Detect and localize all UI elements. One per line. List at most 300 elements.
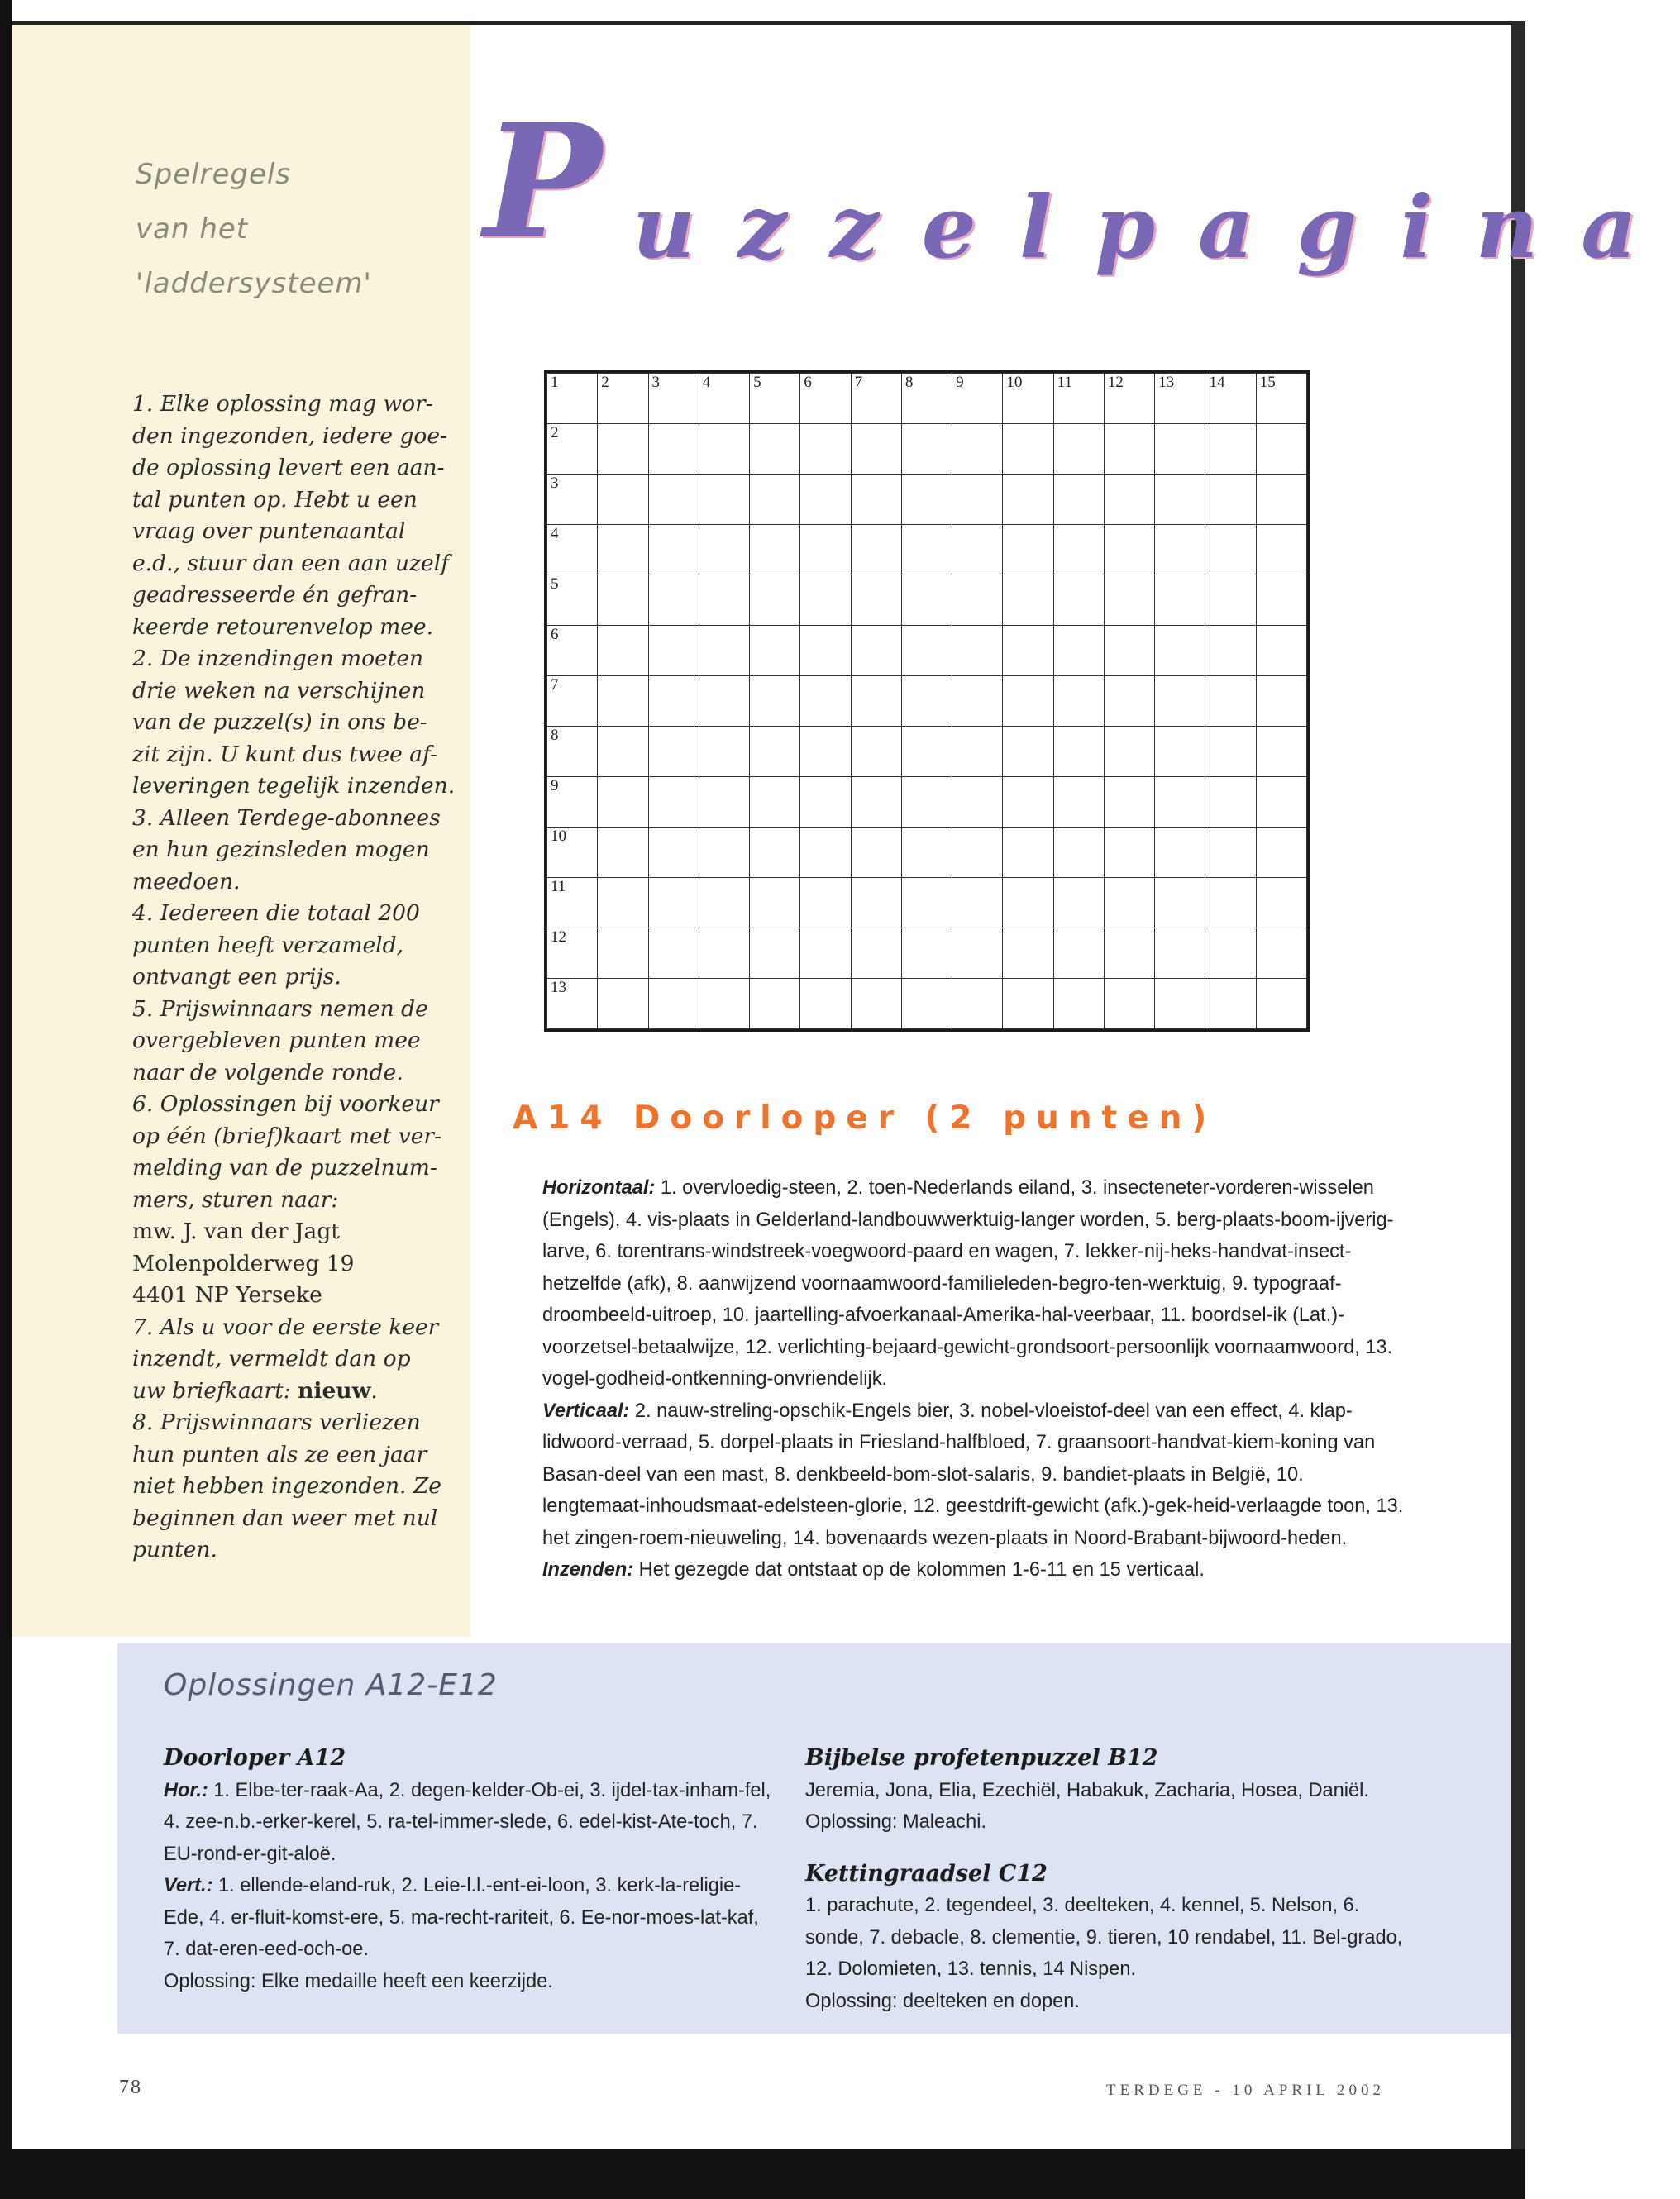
grid-cell[interactable]: [750, 777, 800, 828]
grid-cell[interactable]: [648, 928, 699, 979]
grid-row: [547, 878, 1307, 928]
grid-cell[interactable]: [952, 424, 1003, 475]
grid-cell[interactable]: [1256, 626, 1306, 676]
rule7-end: .: [370, 1377, 378, 1404]
grid-cell[interactable]: [648, 475, 699, 525]
rule-line: beginnen dan weer met nul: [132, 1505, 438, 1531]
grid-cell[interactable]: [750, 727, 800, 777]
grid-cell[interactable]: [1256, 979, 1306, 1029]
grid-cell[interactable]: [1155, 525, 1205, 575]
rule-line: 4. Iedereen die totaal 200: [132, 900, 420, 926]
ketting-text: 1. parachute, 2. tegendeel, 3. deelteken, 4. kennel, 5. Nelson, 6. sonde, 7. debacle, 8. clementie, 9. tieren, 10 rendabel, 11. Bel-grado, 12. Dolomieten, 13. tennis, 14 Nispen.: [805, 1895, 1403, 1980]
grid-cell[interactable]: [699, 475, 749, 525]
grid-cell[interactable]: [699, 424, 749, 475]
footer-publication: TERDEGE - 10 APRIL 2002: [1106, 2082, 1386, 2099]
grid-cell[interactable]: [851, 878, 901, 928]
grid-cell[interactable]: [901, 828, 952, 878]
crossword-grid: [544, 370, 1310, 1032]
grid-cell[interactable]: [800, 424, 851, 475]
grid-cell[interactable]: [1205, 525, 1256, 575]
grid-cell[interactable]: [699, 575, 749, 626]
grid-cell[interactable]: [648, 525, 699, 575]
grid-cell[interactable]: [1003, 979, 1053, 1029]
grid-cell[interactable]: [547, 979, 598, 1029]
grid-cell[interactable]: [1256, 676, 1306, 727]
grid-cell[interactable]: [648, 374, 699, 424]
grid-cell[interactable]: [1155, 777, 1205, 828]
grid-cell[interactable]: [598, 424, 648, 475]
grid-cell[interactable]: [699, 979, 749, 1029]
grid-cell[interactable]: [851, 374, 901, 424]
grid-cell[interactable]: [598, 626, 648, 676]
grid-cell[interactable]: [1205, 575, 1256, 626]
grid-cell[interactable]: [851, 575, 901, 626]
sidebar-title-line: van het: [136, 212, 249, 246]
grid-cell[interactable]: [1256, 475, 1306, 525]
grid-cell[interactable]: [1053, 727, 1104, 777]
grid-cell-number: 11: [1057, 374, 1072, 391]
grid-cell[interactable]: [750, 575, 800, 626]
grid-cell[interactable]: [699, 928, 749, 979]
grid-cell[interactable]: [547, 878, 598, 928]
grid-row: [547, 828, 1307, 878]
grid-cell[interactable]: [547, 676, 598, 727]
doorloper-horizontal: [164, 1775, 776, 1871]
grid-cell[interactable]: [648, 727, 699, 777]
grid-cell-number: 8: [904, 374, 914, 391]
solutions-title: Oplossingen A12-E12: [164, 1668, 498, 1702]
grid-cell[interactable]: [1155, 676, 1205, 727]
grid-cell[interactable]: [1155, 475, 1205, 525]
grid-cell[interactable]: [1256, 727, 1306, 777]
grid-cell[interactable]: [952, 676, 1003, 727]
grid-cell-number: 4: [551, 525, 559, 542]
grid-cell[interactable]: [952, 777, 1003, 828]
grid-cell[interactable]: [1104, 777, 1154, 828]
rule-line: 5. Prijswinnaars nemen de: [132, 995, 428, 1022]
grid-cell[interactable]: [851, 424, 901, 475]
grid-row: [547, 374, 1307, 424]
grid-cell[interactable]: [547, 626, 598, 676]
grid-cell[interactable]: [1205, 374, 1256, 424]
grid-cell[interactable]: [1053, 777, 1104, 828]
grid-cell[interactable]: [1003, 525, 1053, 575]
grid-cell[interactable]: [800, 676, 851, 727]
grid-cell[interactable]: [901, 424, 952, 475]
rule-line: ontvangt een prijs.: [132, 964, 341, 990]
grid-cell-number: 15: [1259, 374, 1276, 391]
grid-cell[interactable]: [1256, 828, 1306, 878]
grid-cell[interactable]: [598, 575, 648, 626]
rule-line: mers, sturen naar:: [132, 1186, 339, 1213]
grid-cell-number: 14: [1209, 374, 1225, 391]
rule-line: naar de volgende ronde.: [132, 1059, 403, 1085]
rule-line: zit zijn. U kunt dus twee af-: [132, 741, 437, 767]
grid-cell-number: 2: [551, 424, 559, 441]
grid-cell[interactable]: [800, 525, 851, 575]
grid-cell[interactable]: [1205, 727, 1256, 777]
grid-cell[interactable]: [750, 979, 800, 1029]
grid-cell[interactable]: [1053, 676, 1104, 727]
grid-cell[interactable]: [648, 878, 699, 928]
grid-cell[interactable]: [1003, 424, 1053, 475]
grid-cell[interactable]: [952, 979, 1003, 1029]
grid-cell[interactable]: [1256, 928, 1306, 979]
grid-cell[interactable]: [952, 525, 1003, 575]
grid-cell-number: 1: [551, 374, 559, 391]
profeten-heading: Bijbelse profetenpuzzel B12: [805, 1745, 1158, 1771]
grid-cell[interactable]: [1104, 676, 1154, 727]
grid-cell[interactable]: [699, 626, 749, 676]
rule-line: van de puzzel(s) in ons be-: [132, 709, 427, 735]
grid-cell[interactable]: [1053, 828, 1104, 878]
grid-cell-number: 10: [1006, 374, 1023, 391]
horizontal-clues: [542, 1172, 1410, 1395]
grid-cell[interactable]: [648, 979, 699, 1029]
grid-cell[interactable]: [1104, 525, 1154, 575]
grid-cell[interactable]: [1104, 374, 1154, 424]
grid-cell[interactable]: [800, 828, 851, 878]
grid-cell[interactable]: [1003, 727, 1053, 777]
grid-cell[interactable]: [547, 777, 598, 828]
clues-block: [542, 1172, 1410, 1586]
grid-cell[interactable]: [901, 979, 952, 1029]
grid-cell[interactable]: [851, 727, 901, 777]
grid-cell[interactable]: [851, 777, 901, 828]
submit-label: Inzenden:: [542, 1559, 634, 1581]
grid-cell[interactable]: [1003, 878, 1053, 928]
rule-line: vraag over puntenaantal: [132, 518, 406, 544]
grid-row: [547, 676, 1307, 727]
grid-cell-number: 6: [804, 374, 812, 391]
solutions-box: [117, 1643, 1511, 2034]
grid-cell[interactable]: [1205, 878, 1256, 928]
rule-line: punten heeft verzameld,: [132, 932, 403, 958]
grid-cell[interactable]: [1256, 575, 1306, 626]
rule-line: drie weken na verschijnen: [132, 677, 426, 704]
solutions-right-column: [805, 1743, 1417, 2017]
grid-cell[interactable]: [952, 475, 1003, 525]
page-title-initial: P: [484, 89, 602, 274]
doorloper-vertical: [164, 1870, 776, 1966]
grid-cell[interactable]: [598, 878, 648, 928]
grid-cell[interactable]: [1053, 525, 1104, 575]
grid-cell[interactable]: [1104, 475, 1154, 525]
grid-cell[interactable]: [1205, 777, 1256, 828]
grid-cell[interactable]: [1256, 777, 1306, 828]
rule-line: den ingezonden, iedere goe-: [132, 422, 448, 449]
doorloper-hor-label: Hor.:: [164, 1779, 208, 1801]
grid-cell-number: 10: [551, 828, 566, 845]
grid-cell[interactable]: [547, 727, 598, 777]
grid-cell[interactable]: [1155, 979, 1205, 1029]
grid-cell-number: 13: [551, 979, 566, 996]
rule-line: 3. Alleen Terdege-abonnees: [132, 804, 441, 831]
grid-cell[interactable]: [851, 828, 901, 878]
grid-cell[interactable]: [1053, 928, 1104, 979]
grid-cell[interactable]: [851, 979, 901, 1029]
grid-cell[interactable]: [547, 424, 598, 475]
grid-cell[interactable]: [1003, 928, 1053, 979]
grid-cell[interactable]: [1256, 525, 1306, 575]
grid-cell-number: 13: [1158, 374, 1175, 391]
grid-cell[interactable]: [1104, 979, 1154, 1029]
grid-cell[interactable]: [648, 626, 699, 676]
ketting-solution: Oplossing: deelteken en dopen.: [805, 1990, 1080, 2012]
rule-line: geadresseerde én gefran-: [132, 582, 418, 608]
grid-cell[interactable]: [901, 727, 952, 777]
rule-line: tal punten op. Hebt u een: [132, 486, 418, 513]
grid-cell-number: 5: [551, 575, 559, 593]
rule-line: e.d., stuur dan een aan uzelf: [132, 550, 450, 576]
grid-cell[interactable]: [699, 676, 749, 727]
grid-cell[interactable]: [800, 777, 851, 828]
rule7-keyword: nieuw: [298, 1377, 371, 1404]
grid-cell[interactable]: [1003, 626, 1053, 676]
vertical-clues: [542, 1395, 1410, 1555]
grid-cell[interactable]: [1205, 828, 1256, 878]
grid-cell[interactable]: [699, 828, 749, 878]
address-line: mw. J. van der Jagt: [132, 1219, 340, 1244]
grid-cell[interactable]: [800, 575, 851, 626]
grid-cell[interactable]: [1053, 575, 1104, 626]
grid-cell[interactable]: [1155, 626, 1205, 676]
vertical-text: 2. nauw-streling-opschik-Engels bier, 3. nobel-vloeistof-deel van een effect, 4. klap-lidwoord-verraad, 5. dorpel-plaats in Friesland-halfbloed, 7. graansoort-handvat-kiem-koning van Basan-deel van een mast, 8. denkbeeld-bom-slot-salaris, 9. bandiet-plaats in België, 10. lengtemaat-inhoudsmaat-edelsteen-glorie, 12. geestdrift-gewicht (afk.)-gek-heid-verlaagde toon, 13. het zingen-roem-nieuweling, 14. bovenaards wezen-plaats in Noord-Brabant-bijwoord-heden.: [542, 1400, 1404, 1549]
grid-cell[interactable]: [598, 777, 648, 828]
grid-cell[interactable]: [851, 475, 901, 525]
rule-line: niet hebben ingezonden. Ze: [132, 1473, 441, 1499]
grid-cell[interactable]: [648, 676, 699, 727]
grid-cell-number: 3: [551, 475, 559, 492]
grid-cell[interactable]: [1003, 575, 1053, 626]
grid-row: [547, 626, 1307, 676]
grid-cell[interactable]: [800, 979, 851, 1029]
scan-margin-top: [0, 0, 1525, 23]
grid-cell[interactable]: [750, 878, 800, 928]
grid-cell[interactable]: [952, 828, 1003, 878]
grid-cell[interactable]: [699, 777, 749, 828]
grid-cell[interactable]: [1205, 928, 1256, 979]
grid-cell-number: 2: [601, 374, 609, 391]
grid-cell[interactable]: [598, 979, 648, 1029]
grid-cell[interactable]: [750, 374, 800, 424]
grid-cell[interactable]: [1155, 727, 1205, 777]
grid-cell[interactable]: [1104, 626, 1154, 676]
rule-line: keerde retourenvelop mee.: [132, 613, 433, 640]
grid-cell[interactable]: [547, 928, 598, 979]
grid-cell[interactable]: [547, 475, 598, 525]
grid-cell[interactable]: [1155, 575, 1205, 626]
grid-cell[interactable]: [648, 575, 699, 626]
rule-line: inzendt, vermeldt dan op: [132, 1346, 411, 1371]
grid-row: [547, 424, 1307, 475]
grid-cell[interactable]: [699, 727, 749, 777]
page-heading: [484, 89, 1680, 281]
grid-cell[interactable]: [750, 424, 800, 475]
grid-cell[interactable]: [648, 828, 699, 878]
rule-line: meedoen.: [132, 868, 241, 894]
grid-cell[interactable]: [800, 727, 851, 777]
grid-cell[interactable]: [1053, 878, 1104, 928]
grid-cell[interactable]: [1155, 928, 1205, 979]
grid-cell[interactable]: [952, 626, 1003, 676]
grid-cell[interactable]: [952, 928, 1003, 979]
rule-line: op één (brief)kaart met ver-: [132, 1123, 442, 1149]
grid-cell[interactable]: [1003, 777, 1053, 828]
grid-cell[interactable]: [901, 676, 952, 727]
grid-cell[interactable]: [800, 878, 851, 928]
grid-cell[interactable]: [1256, 374, 1306, 424]
grid-cell[interactable]: [800, 374, 851, 424]
grid-cell[interactable]: [750, 828, 800, 878]
page-title-rest: uzzelpagina: [632, 176, 1680, 278]
grid-cell[interactable]: [901, 626, 952, 676]
grid-cell-number: 9: [956, 374, 964, 391]
grid-cell-number: 12: [551, 928, 566, 946]
grid-cell[interactable]: [800, 475, 851, 525]
grid-cell-number: 9: [551, 777, 559, 794]
rule-line: 7. Als u voor de eerste keer: [132, 1314, 439, 1340]
grid-cell[interactable]: [851, 928, 901, 979]
grid-cell-number: 3: [651, 374, 661, 391]
grid-cell[interactable]: [1155, 878, 1205, 928]
grid-cell[interactable]: [750, 626, 800, 676]
grid-cell[interactable]: [547, 828, 598, 878]
grid-cell[interactable]: [547, 575, 598, 626]
doorloper-hor-text: 1. Elbe-ter-raak-Aa, 2. degen-kelder-Ob-ei, 3. ijdel-tax-inham-fel, 4. zee-n.b.-erker-kerel, 5. ra-tel-immer-slede, 6. edel-kist-Ate-toch, 7. EU-rond-er-git-aloë.: [164, 1779, 771, 1865]
grid-cell[interactable]: [598, 928, 648, 979]
scan-edge-bottom: [0, 2149, 1525, 2199]
grid-cell[interactable]: [648, 424, 699, 475]
grid-cell[interactable]: [1003, 374, 1053, 424]
grid-cell[interactable]: [699, 878, 749, 928]
doorloper-heading: Doorloper A12: [164, 1745, 346, 1771]
rules-sidebar: [12, 25, 470, 1637]
grid-cell[interactable]: [750, 525, 800, 575]
grid-cell[interactable]: [901, 374, 952, 424]
submit-text: Het gezegde dat ontstaat op de kolommen 1-6-11 en 15 verticaal.: [633, 1559, 1205, 1581]
crossword-table: [546, 373, 1307, 1029]
grid-cell-number: 11: [551, 878, 566, 895]
sidebar-title-line: Spelregels: [136, 158, 292, 191]
grid-cell[interactable]: [851, 676, 901, 727]
grid-cell[interactable]: [699, 525, 749, 575]
grid-row: [547, 575, 1307, 626]
grid-cell[interactable]: [1053, 475, 1104, 525]
rule-line: overgebleven punten mee: [132, 1028, 421, 1053]
grid-cell[interactable]: [750, 475, 800, 525]
grid-cell[interactable]: [1104, 878, 1154, 928]
grid-cell[interactable]: [598, 475, 648, 525]
grid-cell[interactable]: [598, 374, 648, 424]
grid-cell[interactable]: [1205, 676, 1256, 727]
vertical-label: Verticaal:: [542, 1400, 630, 1422]
scan-edge-right: [1511, 21, 1525, 2154]
grid-cell[interactable]: [800, 626, 851, 676]
grid-cell[interactable]: [1155, 424, 1205, 475]
grid-cell[interactable]: [1155, 374, 1205, 424]
grid-cell[interactable]: [901, 475, 952, 525]
grid-cell[interactable]: [1003, 475, 1053, 525]
grid-cell[interactable]: [1053, 626, 1104, 676]
rule-line: punten.: [132, 1537, 217, 1562]
rules-lines: [132, 389, 463, 1216]
grid-cell[interactable]: [800, 928, 851, 979]
grid-cell[interactable]: [901, 525, 952, 575]
address-line: Molenpolderweg 19: [132, 1250, 355, 1276]
grid-cell[interactable]: [598, 525, 648, 575]
grid-cell[interactable]: [1155, 828, 1205, 878]
puzzle-title: A14 Doorloper (2 punten): [513, 1100, 1217, 1137]
grid-cell[interactable]: [1104, 575, 1154, 626]
rule-line: leveringen tegelijk inzenden.: [132, 773, 456, 799]
grid-cell[interactable]: [750, 928, 800, 979]
grid-cell[interactable]: [851, 525, 901, 575]
grid-cell[interactable]: [1256, 424, 1306, 475]
grid-cell[interactable]: [1003, 676, 1053, 727]
grid-cell-number: 6: [551, 626, 559, 643]
grid-cell[interactable]: [901, 878, 952, 928]
grid-cell-number: 7: [551, 676, 559, 694]
grid-cell[interactable]: [901, 575, 952, 626]
grid-cell[interactable]: [598, 828, 648, 878]
grid-cell-number: 7: [854, 374, 863, 391]
grid-row: [547, 475, 1307, 525]
rules-text: [132, 389, 463, 1567]
grid-cell[interactable]: [901, 928, 952, 979]
grid-cell[interactable]: [952, 374, 1003, 424]
rule-line: 8. Prijswinnaars verliezen: [132, 1410, 421, 1435]
grid-cell[interactable]: [851, 626, 901, 676]
grid-row: [547, 928, 1307, 979]
grid-cell[interactable]: [1003, 828, 1053, 878]
page-number: 78: [119, 2077, 142, 2098]
grid-cell[interactable]: [1205, 979, 1256, 1029]
grid-cell[interactable]: [1205, 475, 1256, 525]
rule-line: hun punten als ze een jaar: [132, 1441, 427, 1467]
grid-cell[interactable]: [547, 525, 598, 575]
grid-cell[interactable]: [750, 676, 800, 727]
grid-cell[interactable]: [1053, 424, 1104, 475]
grid-cell[interactable]: [901, 777, 952, 828]
submit-instruction: [542, 1554, 1410, 1586]
grid-cell[interactable]: [1053, 374, 1104, 424]
grid-cell[interactable]: [952, 878, 1003, 928]
grid-cell[interactable]: [1104, 424, 1154, 475]
grid-cell[interactable]: [598, 676, 648, 727]
grid-row: [547, 979, 1307, 1029]
grid-cell[interactable]: [1104, 928, 1154, 979]
grid-cell[interactable]: [1205, 626, 1256, 676]
doorloper-solution: Oplossing: Elke medaille heeft een keerzijde.: [164, 1970, 553, 1992]
rule-line: 2. De inzendingen moeten: [132, 646, 424, 671]
grid-cell[interactable]: [1053, 979, 1104, 1029]
grid-cell[interactable]: [547, 374, 598, 424]
grid-cell[interactable]: [952, 727, 1003, 777]
grid-cell[interactable]: [1104, 727, 1154, 777]
rule-line: [132, 1376, 463, 1408]
grid-cell[interactable]: [952, 575, 1003, 626]
grid-cell[interactable]: [1104, 828, 1154, 878]
spacer: [805, 1839, 1417, 1858]
rule-line: 1. Elke oplossing mag wor-: [132, 391, 433, 417]
grid-cell[interactable]: [1256, 878, 1306, 928]
grid-cell[interactable]: [648, 777, 699, 828]
grid-cell[interactable]: [699, 374, 749, 424]
grid-cell-number: 4: [702, 374, 711, 391]
grid-cell[interactable]: [1205, 424, 1256, 475]
grid-cell[interactable]: [598, 727, 648, 777]
